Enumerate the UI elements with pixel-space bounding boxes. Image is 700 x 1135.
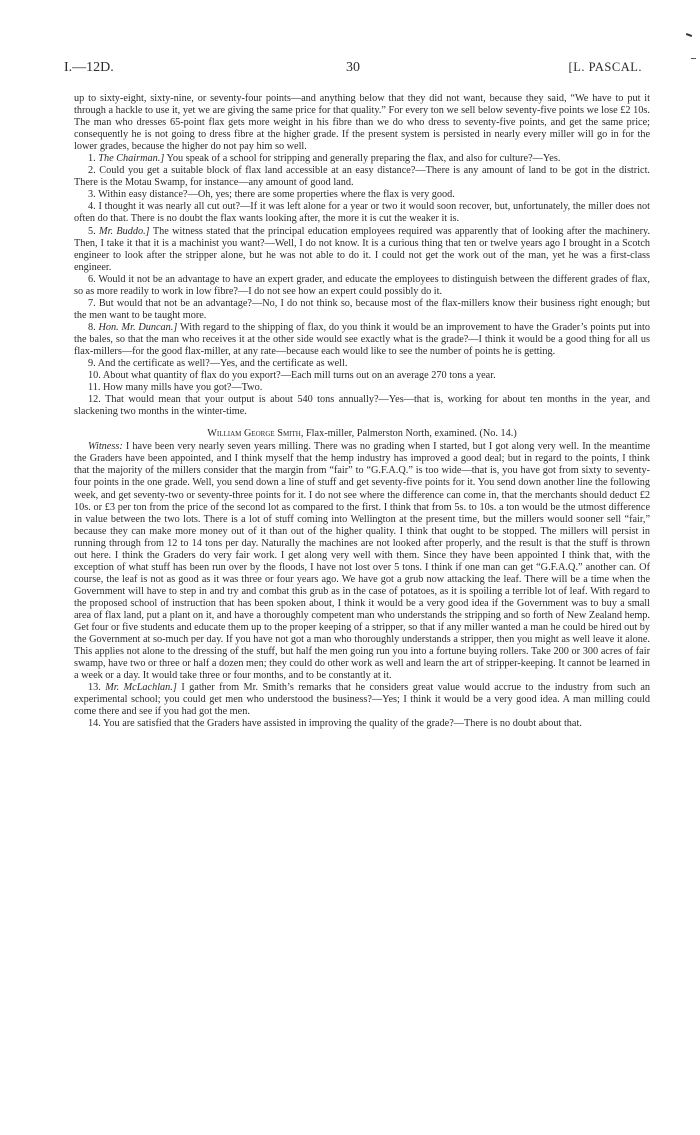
witness-name: William George Smith, <box>207 428 304 440</box>
question-paragraph: 5. Mr. Buddo.] The witness stated that the principal education employees required was apparently that of looking after the machinery. Then, I take it that it is a machinist you want?—Well, I do not know. It is a curious thing that ten or twelve years ago I brought in a Scotch engineer to look after the stripper alone, but he was not able to do it. I could not get the work out of the man, yet he was a first-class engineer. <box>74 225 651 273</box>
question-number: 2. <box>88 165 96 177</box>
paragraph: up to sixty-eight, sixty-nine, or seventy-four points—and anything below that they did not want, because they said, “We have to put it through a hackle to use it, yet we are giving the same price for that quality.” For every ton we sell below seventy-five points we lose £2 10s. The man who dresses 65-point flax gets more weight in his fibre than we do who dress to seventy-five points, and get the same price; consequently he is not going to dress fibre at the higher grade. If the present system is persisted in nearly every miller will go in for the lower grades, because the higher do not pay him so well. <box>74 93 650 153</box>
question-number: 10. <box>88 370 101 382</box>
question-paragraph: 6. Would it not be an advantage to have an expert grader, and educate the employees to distinguish between the different grades of flax, so as more readily to work in low fibre?—I do not see how an expert could possibly do it. <box>74 273 650 297</box>
question-number: 6. <box>88 273 96 285</box>
evidence-text <box>74 93 650 730</box>
question-number: 13. <box>88 682 101 694</box>
question-paragraph: 7. But would that not be an advantage?—No, I do not think so, because most of the flax-millers know their business right enough; but the men want to be taught more. <box>74 297 650 321</box>
question-number: 7. <box>88 297 96 309</box>
speaker: Witness: <box>88 441 123 453</box>
speaker: Hon. Mr. Duncan.] <box>98 321 178 333</box>
question-paragraph: 8. Hon. Mr. Duncan.] With regard to the shipping of flax, do you think it would be an improvement to have the Grader’s points put into the bales, so that the man who receives it at the other side would see exactly what is the grade?—I think it would be a good thing for all us flax-millers—for the good flax-miller, at any rate—because each would like to see the number of points he is getting. <box>74 321 650 357</box>
question-paragraph: 13. Mr. McLachlan.] I gather from Mr. Smith’s remarks that he considers great value would accrue to the industry from such an experimental school; you could get men who understood the business?—Yes; I think it would be a very good idea. A man milling could come there and see if you had got the men. <box>74 682 651 718</box>
question-number: 11. <box>88 382 101 394</box>
question-paragraph: 10. About what quantity of flax do you export?—Each mill turns out on an average 270 tons a year. <box>88 370 496 382</box>
question-number: 14. <box>88 718 101 730</box>
question-paragraph: 12. That would mean that your output is about 540 tons annually?—Yes—that is, working for about ten months in the year, and slackening two months in the winter-time. <box>74 394 650 418</box>
question-paragraph: 14. You are satisfied that the Graders have assisted in improving the quality of the grade?—There is no doubt about that. <box>88 718 582 730</box>
page-header <box>64 60 642 82</box>
speaker: Mr. McLachlan.] <box>105 682 177 694</box>
question-paragraph: 1. The Chairman.] You speak of a school for stripping and generally preparing the flax, and also for culture?—Yes. <box>88 153 561 165</box>
page-edge-mark <box>691 58 696 59</box>
question-number: 1. <box>88 153 96 165</box>
question-paragraph: 2. Could you get a suitable block of flax land accessible at an easy distance?—There is any amount of land to be got in the district. There is the Motau Swamp, for instance—any amount of good land. <box>74 165 650 189</box>
paper-reference: I.—12D. <box>64 60 114 75</box>
question-paragraph: 4. I thought it was nearly all cut out?—If it was left alone for a year or two it would soon recover, but, unfortunately, the miller does not often do that. There is no doubt the flax wants looking after, the more it is cut the weaker it is. <box>74 201 650 225</box>
question-number: 5. <box>88 225 96 237</box>
question-paragraph: 3. Within easy distance?—Oh, yes; there are some properties where the flax is very good. <box>88 189 455 201</box>
question-number: 8. <box>88 321 96 333</box>
speaker: The Chairman.] <box>98 153 165 165</box>
question-number: 3. <box>88 189 96 201</box>
question-number: 9. <box>88 358 96 370</box>
witness-heading: William George Smith, Flax-miller, Palmerston North, examined. (No. 14.) <box>207 428 517 440</box>
page-number: 30 <box>346 60 360 75</box>
question-number: 4. <box>88 201 96 213</box>
witness-statement: Witness: I have been very nearly seven years milling. There was no grading when I started, but I got along very well. In the meantime the Graders have been appointed, and I think myself that the hemp industry has improved a good deal; but in regard to the points, I think that the majority of the millers consider that the margin from “fair” to “G.F.A.Q.” is too wide—that is, you have got from sixty to seventy-four points in the one grade. Well, you send down a line of stuff and get seventy-five points for it. You send down another line the following week, and get seventy-two or seventy-three points for it. I do not see where the difference can come in, that the merchants should deduct £2 10s. or £3 per ton from the price of the second lot as compared to the first. I think that from 5s. to 10s. a ton would be the utmost difference in value between the two lots. There is a lot of stuff coming into Wellington at the present time, but the millers would sooner sell “fair,” because they can make more money out of it than out of the higher quality. I think that ought to be stopped. The millers will persist in running through from 12 to 14 tons per day. Naturally the machines are not looked after properly, and the result is that the stuff is thrown out here. I think the Graders do very fair work. I get along very well with them. Since they have been appointed I think that, with the exception of what stuff has been run over by the floods, I have not lost over 5 tons. I think if one man can get “G.F.A.Q.” another can. Of course, the leaf is not as good as it was three or four years ago. We have got a grub now attacking the leaf. There will be a time when the Government will have to step in and try and combat this grub as in the case of potatoes, as it is spoiling a terrible lot of leaf. With regard to the proposed school of instruction that has been spoken about, I think it would be a very good idea if the Government was to buy a small area of flax land, put a plant on it, and have a thoroughly competent man who understands the stripping and so forth of New Zealand hemp. Get four or five students and educate them up to the proper keeping of a stripper, so that if any miller wanted a man he could be hired out by the Government at so-much per day. If you have not got a man who thoroughly understands a stripper, then you might as well leave it alone. This applies not alone to the dressing of the stuff, but half the men going run you into a fortune buying rollers. Take 200 or 300 acres of fair swamp, have two or three or half a dozen men; they could do other work as well and learn the art of stripper-keeping. It cannot be learned in a week or a day. It would take three or four months, and to be constantly at it. <box>74 441 650 682</box>
question-number: 12. <box>88 394 101 406</box>
question-paragraph: 9. And the certificate as well?—Yes, and the certificate as well. <box>88 358 348 370</box>
question-paragraph: 11. How many mills have you got?—Two. <box>88 382 263 394</box>
witness-reference: [L. PASCAL. <box>568 60 642 74</box>
speaker: Mr. Buddo.] <box>99 225 150 237</box>
page-edge-mark <box>686 33 692 37</box>
